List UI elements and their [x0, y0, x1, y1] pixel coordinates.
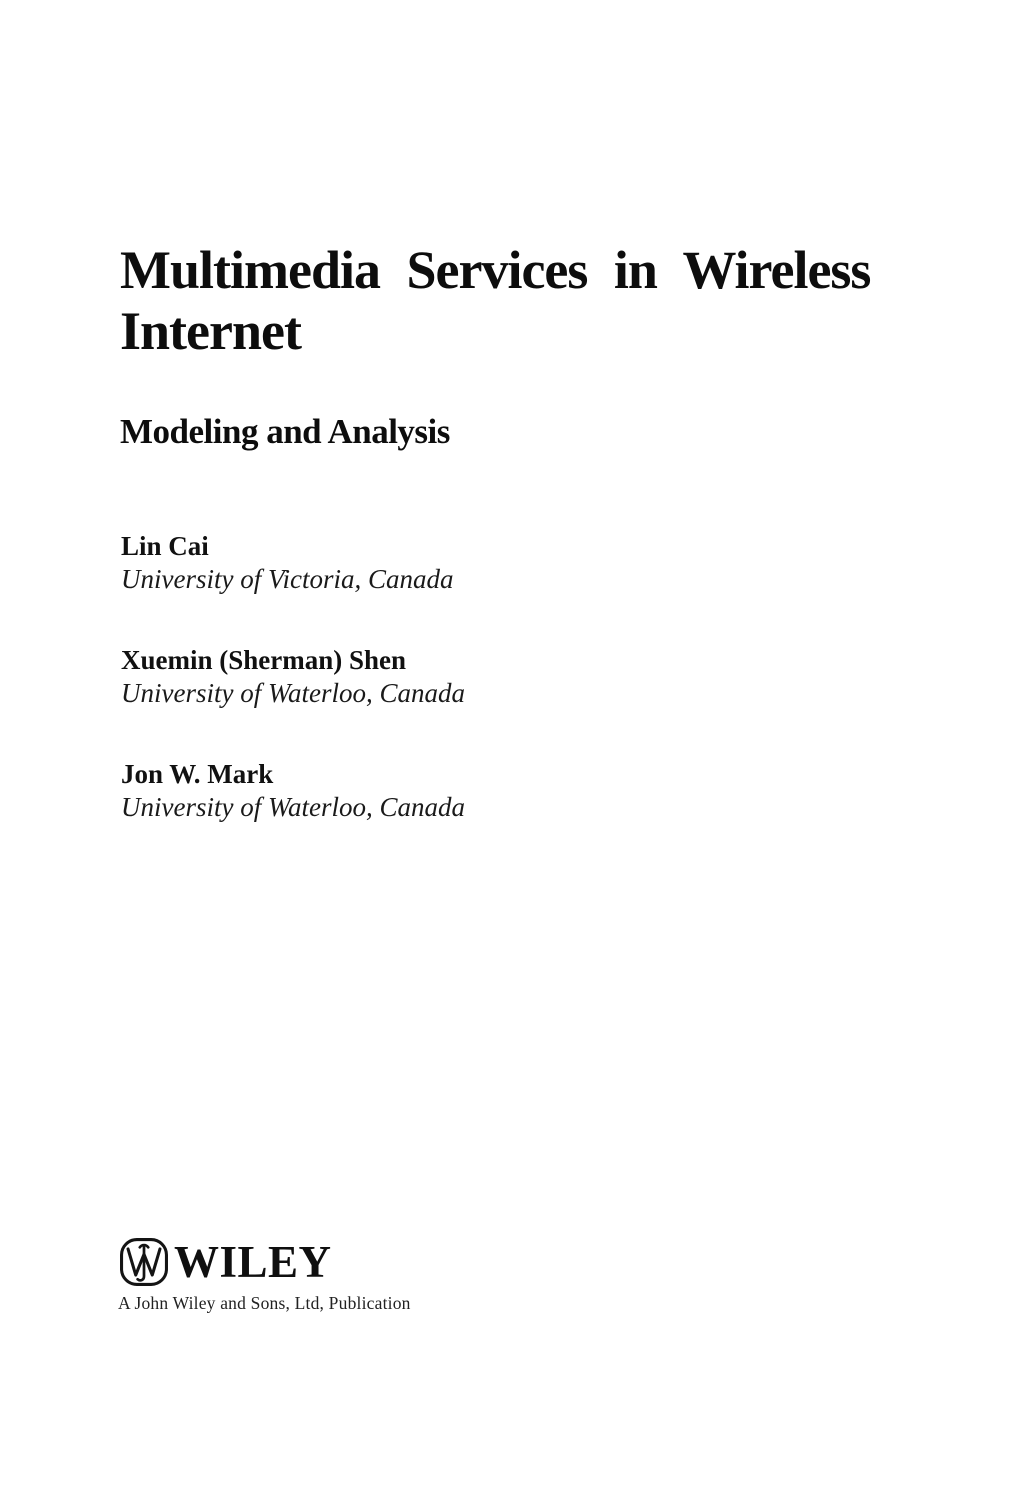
book-title-line-1: Multimedia Services in Wireless: [120, 240, 871, 300]
author-list: [121, 530, 465, 872]
wiley-wordmark: WILEY: [174, 1237, 332, 1287]
author-affiliation: University of Waterloo, Canada: [121, 678, 465, 708]
wiley-logo: [118, 1236, 411, 1288]
book-title-line-2: Internet: [120, 301, 301, 361]
author-entry: [121, 644, 465, 710]
publisher-tagline: A John Wiley and Sons, Ltd, Publication: [118, 1293, 411, 1313]
author-affiliation: University of Victoria, Canada: [121, 564, 454, 594]
book-subtitle: Modeling and Analysis: [120, 412, 450, 451]
author-name: Lin Cai: [121, 531, 209, 561]
author-entry: [121, 758, 465, 824]
wiley-jw-colophon-icon: [118, 1236, 170, 1288]
author-affiliation: University of Waterloo, Canada: [121, 792, 465, 822]
author-name: Xuemin (Sherman) Shen: [121, 645, 407, 675]
publisher-block: [118, 1236, 411, 1314]
author-name: Jon W. Mark: [121, 759, 274, 789]
author-entry: [121, 530, 465, 596]
book-title: [120, 240, 950, 362]
